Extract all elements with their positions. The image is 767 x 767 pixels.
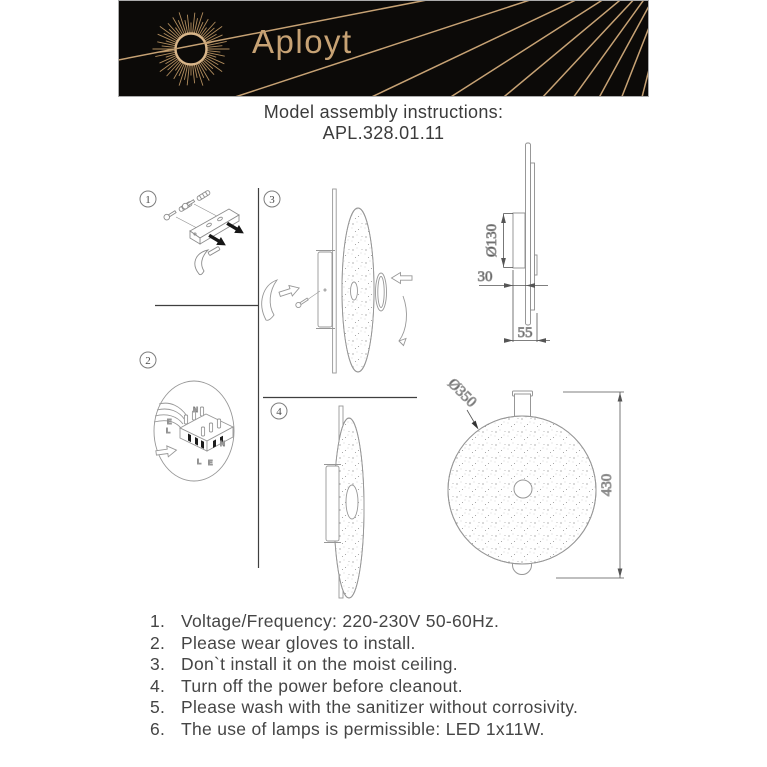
item-number: 1. (150, 611, 166, 631)
screw (181, 198, 195, 210)
dimension-height: 430 (599, 473, 615, 497)
instruction-item (150, 719, 655, 741)
item-number: 6. (150, 718, 166, 739)
direction-arrow-icon (278, 283, 301, 300)
step2-number: 2 (145, 355, 151, 367)
screw (163, 209, 177, 221)
instruction-item (150, 633, 655, 655)
direction-arrow-icon (155, 445, 177, 459)
item-number: 5. (150, 697, 166, 718)
lamp-disc-side (342, 208, 374, 372)
assembly-drawings (130, 140, 640, 605)
dimension-diameter-small: Ø130 (484, 223, 500, 258)
side-view-drawing (478, 143, 551, 343)
dimension-depth: 30 (477, 269, 493, 285)
instruction-item (150, 676, 655, 698)
front-view-drawing (444, 376, 624, 578)
wire-label-e: E (208, 460, 213, 467)
dimension-thickness: 55 (517, 325, 533, 341)
wire-label-l: L (197, 459, 202, 466)
step4-number: 4 (276, 406, 282, 418)
wire-label-e: E (167, 419, 172, 426)
sunburst-center (179, 37, 204, 62)
wire-label-n: N (193, 407, 199, 414)
page-title: Model assembly instructions: (263, 102, 504, 122)
title-block (118, 102, 649, 144)
item-text: Please wash with the sanitizer without corrosivity. (181, 697, 579, 718)
item-text: The use of lamps is permissible: LED 1x11W. (181, 718, 545, 739)
item-text: Turn off the power before cleanout. (181, 675, 463, 696)
item-number: 3. (150, 654, 166, 675)
screw (295, 297, 309, 309)
wire-label-l: L (166, 428, 171, 435)
step1-number: 1 (145, 194, 151, 206)
item-text: Voltage/Frequency: 220-230V 50-60Hz. (181, 611, 500, 631)
step3-drawing (262, 189, 412, 373)
step1-drawing (163, 190, 246, 275)
wall-anchor (196, 190, 210, 201)
model-number: APL.328.01.11 (322, 123, 445, 143)
item-text: Please wear gloves to install. (181, 632, 416, 653)
wire-label-n: N (220, 441, 226, 448)
step2-drawing (154, 381, 234, 481)
step3-number: 3 (269, 194, 275, 206)
instruction-item (150, 697, 655, 719)
instruction-item (150, 654, 655, 676)
dimension-diameter-large: Ø350 (444, 375, 480, 411)
instruction-list (150, 611, 655, 741)
instruction-item (150, 611, 655, 633)
banner-decoration (119, 1, 649, 97)
header-banner (118, 0, 649, 97)
item-number: 4. (150, 675, 166, 696)
direction-arrow-icon (392, 273, 413, 284)
item-number: 2. (150, 632, 166, 653)
brand-name: Aployt (252, 23, 353, 60)
panel-dividers (155, 188, 417, 568)
step4-drawing (324, 406, 364, 598)
item-text: Don`t install it on the moist ceiling. (181, 654, 458, 675)
